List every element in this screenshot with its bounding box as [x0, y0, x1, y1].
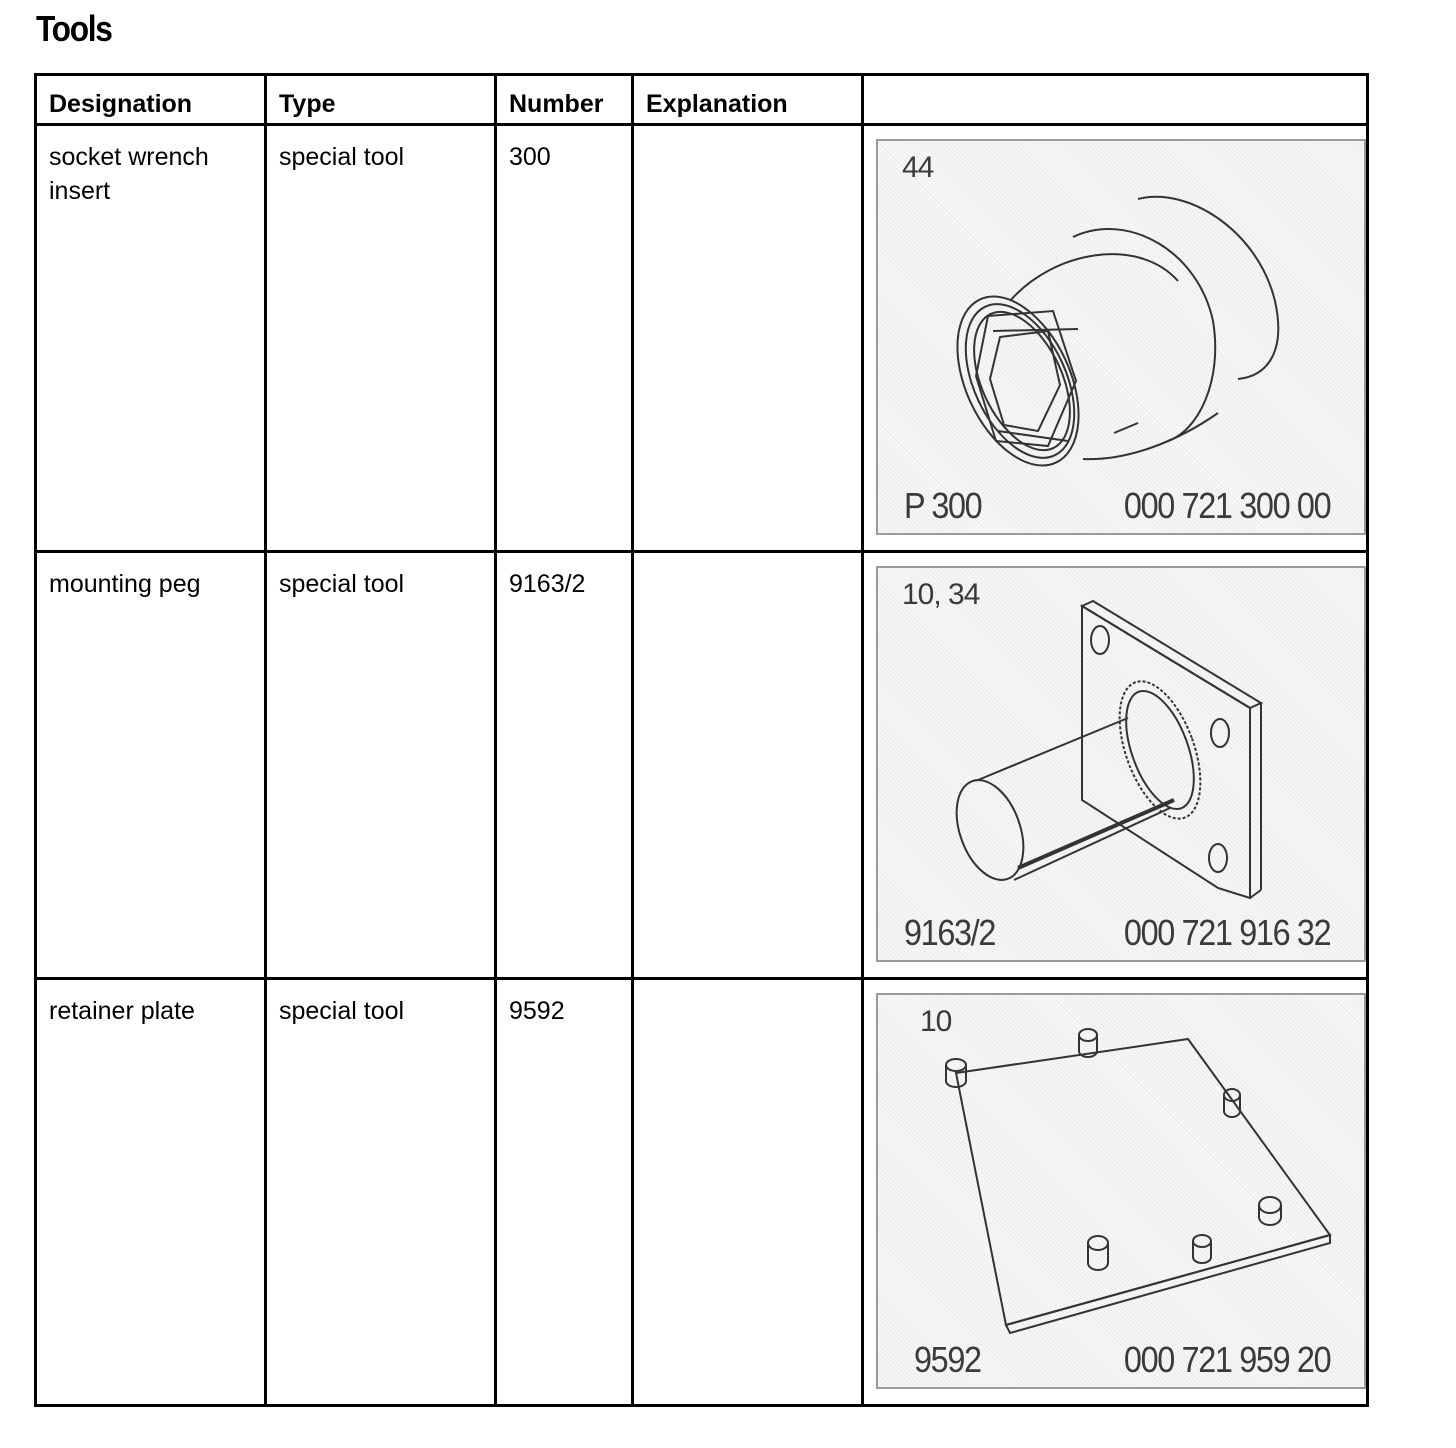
cell-image: [863, 125, 1368, 552]
table-row: [36, 979, 1368, 1406]
tool-illustration: [876, 139, 1366, 535]
illustration-ref: 10: [920, 1005, 952, 1038]
cell-image: [863, 552, 1368, 979]
cell-type: special tool: [266, 979, 496, 1406]
table-header-row: [36, 75, 1368, 125]
cell-image: [863, 979, 1368, 1406]
cell-designation: retainer plate: [36, 979, 266, 1406]
cell-designation: mounting peg: [36, 552, 266, 979]
header-designation: Designation: [36, 75, 266, 125]
header-image: [863, 75, 1368, 125]
illustration-ref: 10, 34: [902, 578, 980, 611]
tool-illustration: [876, 566, 1366, 962]
illustration-tool-code: 9163/2: [904, 912, 995, 953]
cell-number: 9592: [496, 979, 633, 1406]
cell-designation: socket wrench insert: [36, 125, 266, 552]
page-title: Tools: [36, 8, 112, 49]
mounting-peg-icon: [878, 568, 1364, 960]
cell-number: 300: [496, 125, 633, 552]
illustration-tool-code: P 300: [904, 485, 982, 526]
illustration-tool-code: 9592: [914, 1339, 981, 1380]
tool-illustration: [876, 993, 1366, 1389]
cell-type: special tool: [266, 552, 496, 979]
cell-explanation: [633, 979, 863, 1406]
cell-explanation: [633, 552, 863, 979]
header-number: Number: [496, 75, 633, 125]
cell-type: special tool: [266, 125, 496, 552]
table-row: [36, 125, 1368, 552]
cell-number: 9163/2: [496, 552, 633, 979]
header-explanation: Explanation: [633, 75, 863, 125]
retainer-plate-icon: [878, 995, 1364, 1387]
illustration-part-number: 000 721 959 20: [1123, 1339, 1330, 1380]
socket-wrench-insert-icon: [878, 141, 1364, 533]
cell-explanation: [633, 125, 863, 552]
illustration-part-number: 000 721 916 32: [1123, 912, 1330, 953]
header-type: Type: [266, 75, 496, 125]
tools-table: [34, 73, 1369, 1407]
illustration-part-number: 000 721 300 00: [1123, 485, 1330, 526]
table-row: [36, 552, 1368, 979]
illustration-ref: 44: [902, 151, 934, 184]
